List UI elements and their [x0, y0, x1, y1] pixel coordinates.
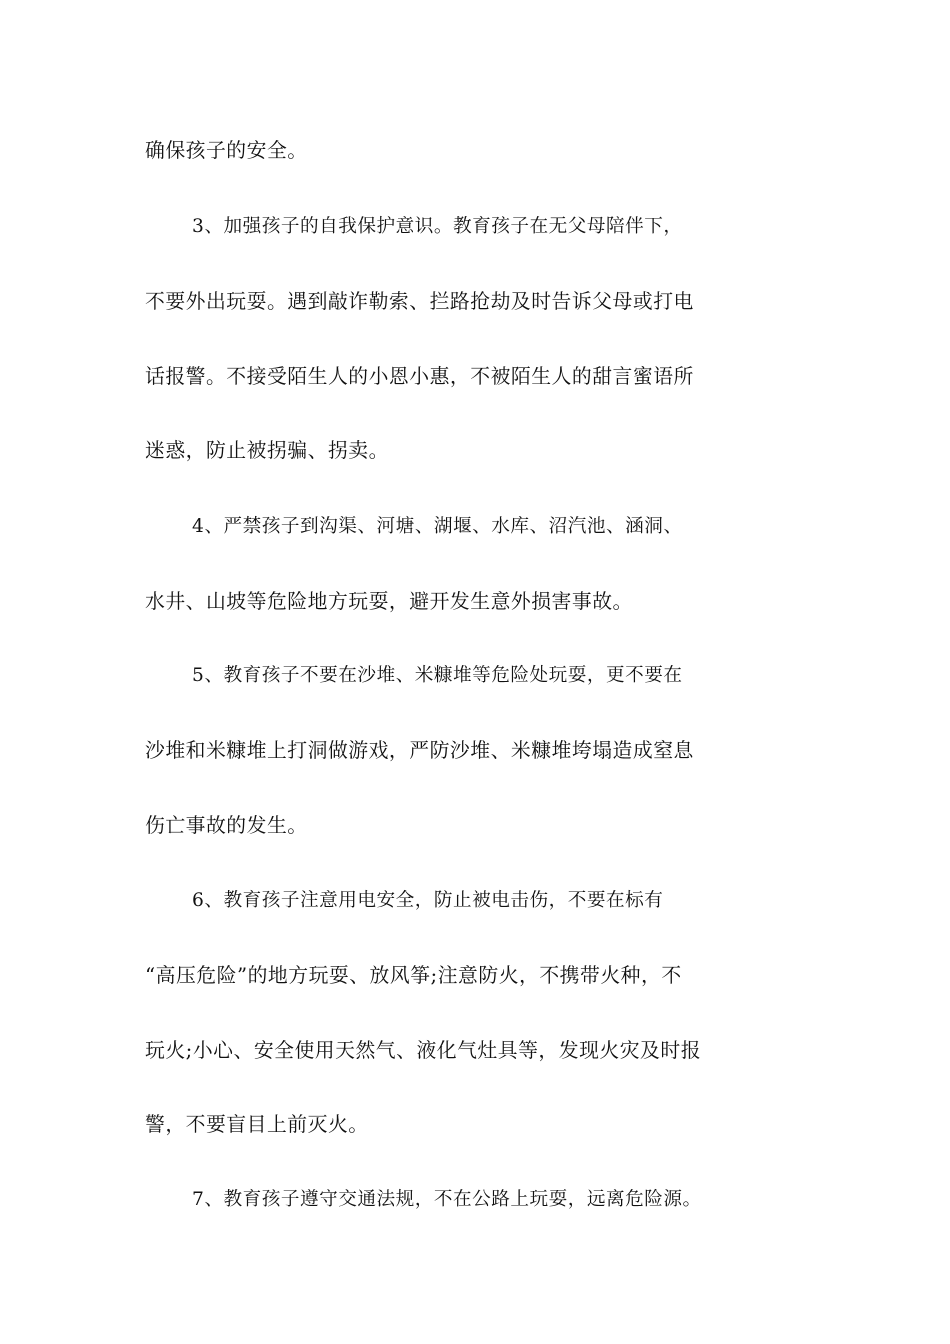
text-line: 4、严禁孩子到沟渠、河塘、湖堰、水库、沼汽池、涵洞、	[192, 516, 683, 537]
text-line: 水井、山坡等危险地方玩耍，避开发生意外损害事故。	[145, 590, 633, 613]
text-line: 7、教育孩子遵守交通法规，不在公路上玩耍，远离危险源。	[192, 1189, 702, 1210]
text-line: 警，不要盲目上前灭火。	[145, 1113, 369, 1136]
text-line: 话报警。不接受陌生人的小恩小惠，不被陌生人的甜言蜜语所	[145, 365, 694, 388]
text-line: 沙堆和米糠堆上打洞做游戏，严防沙堆、米糠堆垮塌造成窒息	[145, 739, 694, 762]
text-line: “高压危险”的地方玩耍、放风筝;注意防火，不携带火种，不	[145, 964, 682, 987]
text-line: 5、教育孩子不要在沙堆、米糠堆等危险处玩耍，更不要在	[192, 665, 683, 686]
text-line: 确保孩子的安全。	[145, 139, 308, 162]
text-line: 6、教育孩子注意用电安全，防止被电击伤，不要在标有	[192, 890, 664, 911]
text-line: 3、加强孩子的自我保护意识。教育孩子在无父母陪伴下，	[192, 216, 683, 237]
text-line: 不要外出玩耍。遇到敲诈勒索、拦路抢劫及时告诉父母或打电	[145, 290, 694, 313]
text-line: 玩火;小心、安全使用天然气、液化气灶具等，发现火灾及时报	[145, 1039, 702, 1062]
text-line: 伤亡事故的发生。	[145, 814, 308, 837]
text-line: 迷惑，防止被拐骗、拐卖。	[145, 439, 389, 462]
